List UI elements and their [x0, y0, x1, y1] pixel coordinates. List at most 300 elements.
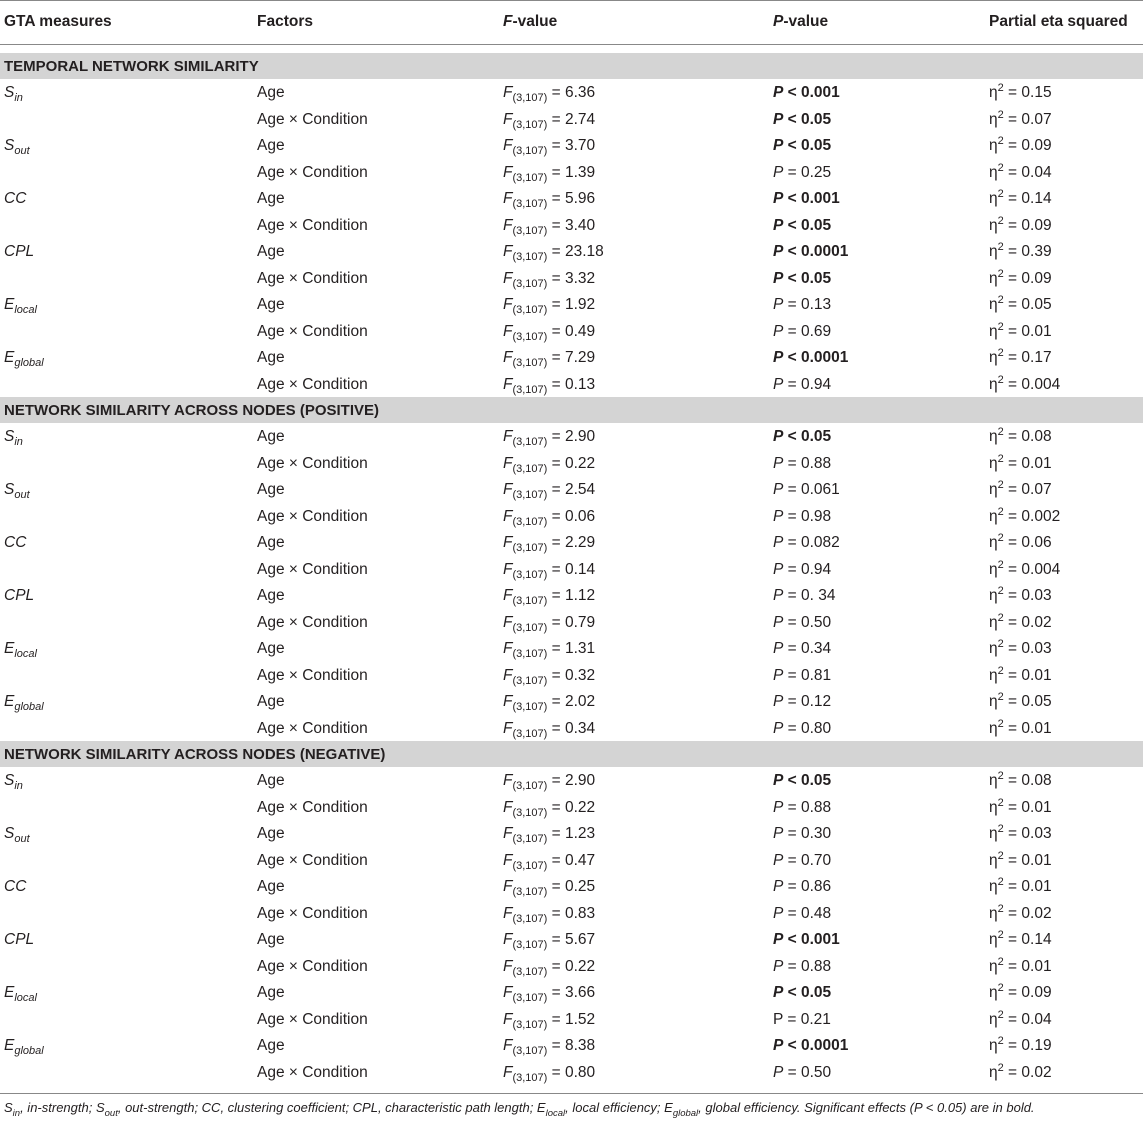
f-df: (3,107) — [512, 1018, 548, 1031]
eta-cell: $\eta^2 = 0.01$ — [989, 717, 1052, 737]
p-value-cell: P < 0.0001 — [773, 349, 849, 366]
eta-symbol: η — [989, 587, 998, 604]
eta-cell: $\eta^2 = 0.02$ — [989, 611, 1052, 631]
eta-symbol: η — [989, 163, 998, 181]
eta-exponent: 2 — [997, 1061, 1004, 1074]
eta-exponent: 2 — [997, 452, 1004, 465]
p-symbol: P — [773, 719, 784, 737]
f-df: (3,107) — [512, 833, 548, 845]
measure-cell: CPL — [4, 587, 35, 604]
eta-cell: $\eta^2 = 0.17$ — [989, 347, 1052, 366]
factor-cell: Age — [257, 84, 285, 101]
p-symbol: P — [773, 481, 784, 498]
f-df: (3,107) — [512, 542, 548, 554]
table-row — [0, 239, 1143, 266]
table-row — [0, 530, 1143, 557]
eta-cell: $\eta^2 = 0.04$ — [989, 161, 1052, 181]
f-value-cell: $F_{(3,107)} = 3.40$ — [503, 216, 596, 237]
p-symbol: P — [773, 322, 784, 340]
measure-cell: CC — [4, 878, 27, 895]
f-df: (3,107) — [512, 330, 548, 343]
f-symbol: F — [503, 1063, 513, 1081]
eta-cell: $\eta^2 = 0.002$ — [989, 505, 1061, 525]
measure-cell: $E_{local}$ — [4, 640, 37, 660]
eta-symbol: η — [989, 349, 998, 366]
f-symbol: F — [503, 931, 513, 948]
p-symbol: P — [773, 375, 784, 393]
p-value-cell: P = 0.21 — [773, 1010, 831, 1028]
bottom-rule — [0, 1093, 1143, 1094]
p-symbol: P — [773, 957, 784, 975]
p-symbol: P — [773, 190, 784, 207]
factor-cell: Age — [257, 481, 285, 498]
eta-exponent: 2 — [997, 770, 1004, 782]
factor-cell: Age × Condition — [257, 507, 368, 525]
eta-symbol: η — [989, 984, 998, 1001]
eta-cell: $\eta^2 = 0.01$ — [989, 849, 1052, 869]
eta-exponent: 2 — [997, 214, 1004, 227]
p-value-cell: P < 0.0001 — [773, 243, 849, 260]
eta-symbol: η — [989, 322, 998, 340]
factor-cell: Age — [257, 243, 285, 260]
measure-cell: CC — [4, 190, 27, 207]
eta-exponent: 2 — [997, 585, 1004, 597]
section-header — [0, 53, 1143, 79]
f-df: (3,107) — [512, 965, 548, 978]
f-symbol: F — [503, 851, 513, 869]
f-value-cell: $F_{(3,107)} = 0.14$ — [503, 560, 596, 581]
header-p-value: P-value — [773, 13, 829, 30]
f-symbol: F — [503, 84, 513, 101]
table-row — [0, 292, 1143, 319]
p-value-cell: P = 0.88 — [773, 798, 832, 816]
f-df: (3,107) — [512, 489, 548, 501]
f-symbol: F — [503, 878, 513, 895]
f-value-cell: $F_{(3,107)} = 1.12$ — [503, 587, 596, 607]
factor-cell: Age — [257, 190, 285, 207]
f-symbol: F — [503, 957, 513, 975]
measure-cell: $E_{global}$ — [4, 1037, 44, 1057]
p-symbol: P — [773, 1010, 784, 1028]
eta-symbol: η — [989, 560, 998, 578]
p-symbol: P — [773, 772, 784, 789]
measure-subscript: out — [14, 833, 30, 845]
factor-cell: Age × Condition — [257, 454, 368, 472]
table-row — [0, 636, 1143, 663]
p-value-cell: P < 0.001 — [773, 931, 840, 948]
eta-exponent: 2 — [997, 611, 1004, 624]
p-value-cell: P < 0.05 — [773, 269, 832, 287]
f-value-cell: $F_{(3,107)} = 0.13$ — [503, 375, 596, 396]
table-row — [0, 319, 1143, 346]
f-df: (3,107) — [512, 92, 548, 104]
eta-cell: $\eta^2 = 0.01$ — [989, 452, 1052, 472]
eta-symbol: η — [989, 137, 998, 154]
f-value-cell: $F_{(3,107)} = 0.06$ — [503, 507, 596, 528]
f-value-cell: $F_{(3,107)} = 3.32$ — [503, 269, 596, 290]
eta-exponent: 2 — [997, 849, 1004, 862]
p-symbol: P — [773, 163, 784, 181]
eta-exponent: 2 — [997, 82, 1004, 94]
eta-symbol: η — [989, 825, 998, 842]
p-value-cell: P = 0.88 — [773, 454, 832, 472]
table-row — [0, 927, 1143, 954]
eta-symbol: η — [989, 1037, 998, 1054]
eta-exponent: 2 — [997, 532, 1004, 544]
eta-cell: $\eta^2 = 0.02$ — [989, 902, 1052, 922]
table-row — [0, 504, 1143, 531]
table-row — [0, 345, 1143, 372]
f-symbol: F — [503, 1037, 513, 1054]
f-symbol: F — [503, 798, 513, 816]
table-row — [0, 821, 1143, 848]
f-df: (3,107) — [512, 939, 548, 951]
measure-cell: $S_{in}$ — [4, 428, 23, 448]
p-value-cell: P = 0. 34 — [773, 587, 836, 604]
table-row — [0, 372, 1143, 399]
p-symbol: P — [773, 851, 784, 869]
eta-symbol: η — [989, 957, 998, 975]
eta-cell: $\eta^2 = 0.02$ — [989, 1061, 1052, 1081]
factor-cell: Age — [257, 534, 285, 551]
table-row — [0, 663, 1143, 690]
f-value-cell: $F_{(3,107)} = 0.22$ — [503, 454, 596, 475]
eta-exponent: 2 — [997, 320, 1004, 333]
eta-exponent: 2 — [997, 1008, 1004, 1021]
eta-cell: $\eta^2 = 0.01$ — [989, 320, 1052, 340]
eta-symbol: η — [989, 878, 998, 895]
p-symbol: P — [773, 216, 784, 234]
eta-exponent: 2 — [997, 691, 1004, 703]
eta-symbol: η — [989, 84, 998, 101]
f-value-cell: $F_{(3,107)} = 1.92$ — [503, 296, 596, 316]
f-symbol: F — [503, 666, 513, 684]
f-df: (3,107) — [512, 515, 548, 528]
eta-symbol: η — [989, 481, 998, 498]
eta-cell: $\eta^2 = 0.09$ — [989, 214, 1052, 234]
factor-cell: Age — [257, 587, 285, 604]
f-symbol: F — [503, 428, 513, 445]
eta-exponent: 2 — [997, 479, 1004, 491]
f-df: (3,107) — [512, 1045, 548, 1057]
f-df: (3,107) — [512, 145, 548, 157]
f-symbol: F — [503, 613, 513, 631]
eta-symbol: η — [989, 772, 998, 789]
f-value-cell: $F_{(3,107)} = 8.38$ — [503, 1037, 596, 1057]
factor-cell: Age — [257, 772, 285, 789]
f-symbol: F — [503, 110, 513, 128]
eta-cell: $\eta^2 = 0.004$ — [989, 373, 1061, 393]
eta-symbol: η — [989, 454, 998, 472]
header-f-value: F-value — [503, 13, 558, 30]
p-value-cell: P = 0.86 — [773, 878, 832, 895]
f-df: (3,107) — [512, 357, 548, 369]
p-value-cell: P = 0.13 — [773, 296, 832, 313]
f-value-cell: $F_{(3,107)} = 7.29$ — [503, 349, 596, 369]
p-value-cell: P < 0.05 — [773, 428, 832, 445]
f-value-cell: $F_{(3,107)} = 1.52$ — [503, 1010, 596, 1031]
measure-cell: CPL — [4, 243, 35, 260]
p-value-cell: P < 0.05 — [773, 772, 832, 789]
f-value-cell: $F_{(3,107)} = 0.80$ — [503, 1063, 596, 1084]
p-value-cell: P < 0.0001 — [773, 1037, 849, 1054]
eta-symbol: η — [989, 243, 998, 260]
eta-symbol: η — [989, 798, 998, 816]
header-rule — [0, 44, 1143, 45]
f-df: (3,107) — [512, 621, 548, 634]
f-symbol: F — [503, 640, 513, 657]
p-value-cell: P = 0.50 — [773, 613, 832, 631]
p-symbol: P — [773, 640, 784, 657]
f-symbol: F — [503, 296, 513, 313]
f-value-cell: $F_{(3,107)} = 0.47$ — [503, 851, 596, 872]
eta-exponent: 2 — [997, 982, 1004, 994]
section-title: TEMPORAL NETWORK SIMILARITY — [4, 58, 259, 75]
eta-symbol: η — [989, 904, 998, 922]
eta-cell: $\eta^2 = 0.39$ — [989, 241, 1052, 260]
f-value-cell: $F_{(3,107)} = 5.67$ — [503, 931, 596, 951]
eta-exponent: 2 — [997, 188, 1004, 200]
p-value-cell: P < 0.05 — [773, 137, 832, 154]
p-symbol: P — [773, 296, 784, 313]
eta-cell: $\eta^2 = 0.14$ — [989, 929, 1052, 948]
eta-symbol: η — [989, 640, 998, 657]
f-value-cell: $F_{(3,107)} = 1.31$ — [503, 640, 596, 660]
eta-symbol: η — [989, 1063, 998, 1081]
f-value-cell: $F_{(3,107)} = 1.39$ — [503, 163, 596, 184]
p-symbol: P — [773, 243, 784, 260]
f-symbol: F — [503, 163, 513, 181]
eta-cell: $\eta^2 = 0.03$ — [989, 638, 1052, 657]
p-symbol: P — [773, 349, 784, 366]
factor-cell: Age × Condition — [257, 904, 368, 922]
eta-exponent: 2 — [997, 294, 1004, 306]
f-symbol: F — [503, 587, 513, 604]
p-value-cell: P = 0.94 — [773, 375, 832, 393]
p-symbol: P — [773, 984, 784, 1001]
factor-cell: Age — [257, 428, 285, 445]
p-symbol: P — [773, 613, 784, 631]
eta-exponent: 2 — [997, 664, 1004, 677]
eta-cell: $\eta^2 = 0.01$ — [989, 796, 1052, 816]
f-symbol: F — [503, 693, 513, 710]
f-symbol: F — [503, 481, 513, 498]
measure-cell: $E_{global}$ — [4, 693, 44, 713]
eta-cell: $\eta^2 = 0.03$ — [989, 823, 1052, 842]
f-value-cell: $F_{(3,107)} = 0.25$ — [503, 878, 596, 898]
p-symbol: P — [773, 534, 784, 551]
eta-cell: $\eta^2 = 0.15$ — [989, 82, 1052, 101]
factor-cell: Age — [257, 640, 285, 657]
eta-cell: $\eta^2 = 0.01$ — [989, 876, 1052, 895]
eta-exponent: 2 — [997, 717, 1004, 730]
table-row — [0, 107, 1143, 134]
factor-cell: Age × Condition — [257, 798, 368, 816]
table-row — [0, 583, 1143, 610]
f-value-cell: $F_{(3,107)} = 2.54$ — [503, 481, 596, 501]
table-row — [0, 1007, 1143, 1034]
measure-subscript: global — [14, 1045, 44, 1057]
eta-cell: $\eta^2 = 0.04$ — [989, 1008, 1052, 1028]
f-value-cell: $F_{(3,107)} = 2.02$ — [503, 693, 596, 713]
p-value-cell: P = 0.50 — [773, 1063, 832, 1081]
header-partial-eta-squared: Partial eta squared — [989, 13, 1128, 30]
eta-cell: $\eta^2 = 0.05$ — [989, 294, 1052, 313]
f-symbol: F — [503, 772, 513, 789]
eta-exponent: 2 — [997, 902, 1004, 915]
f-symbol: F — [503, 984, 513, 1001]
p-value-cell: P < 0.001 — [773, 190, 840, 207]
p-value-cell: P < 0.05 — [773, 110, 832, 128]
measure-subscript: out — [14, 489, 30, 501]
eta-exponent: 2 — [997, 161, 1004, 174]
eta-exponent: 2 — [997, 426, 1004, 438]
f-value-cell: $F_{(3,107)} = 0.49$ — [503, 322, 596, 343]
factor-cell: Age × Condition — [257, 216, 368, 234]
eta-symbol: η — [989, 269, 998, 287]
factor-cell: Age × Condition — [257, 613, 368, 631]
table-row — [0, 266, 1143, 293]
p-value-cell: P = 0.70 — [773, 851, 832, 869]
eta-exponent: 2 — [997, 929, 1004, 941]
p-symbol: P — [773, 825, 784, 842]
eta-exponent: 2 — [997, 347, 1004, 359]
eta-cell: $\eta^2 = 0.08$ — [989, 426, 1052, 445]
f-value-cell: $F_{(3,107)} = 2.29$ — [503, 534, 596, 554]
eta-symbol: η — [989, 693, 998, 710]
p-symbol: P — [773, 1037, 784, 1054]
f-df: (3,107) — [512, 277, 548, 290]
eta-symbol: η — [989, 534, 998, 551]
measure-subscript: in — [14, 436, 23, 448]
eta-symbol: η — [989, 110, 998, 128]
eta-cell: $\eta^2 = 0.09$ — [989, 982, 1052, 1001]
f-symbol: F — [503, 454, 513, 472]
f-df: (3,107) — [512, 701, 548, 713]
f-value-cell: $F_{(3,107)} = 23.18$ — [503, 243, 604, 263]
measure-cell: $S_{out}$ — [4, 137, 30, 157]
measure-subscript: local — [14, 648, 37, 660]
eta-symbol: η — [989, 1010, 998, 1028]
table-row — [0, 901, 1143, 928]
eta-exponent: 2 — [997, 108, 1004, 121]
f-df: (3,107) — [512, 304, 548, 316]
p-value-cell: P = 0.48 — [773, 904, 832, 922]
section-header — [0, 397, 1143, 423]
p-symbol: P — [773, 931, 784, 948]
measure-subscript: global — [14, 701, 44, 713]
f-value-cell: $F_{(3,107)} = 0.32$ — [503, 666, 596, 687]
f-symbol: F — [503, 349, 513, 366]
f-symbol: F — [503, 534, 513, 551]
factor-cell: Age × Condition — [257, 375, 368, 393]
eta-symbol: η — [989, 216, 998, 234]
eta-symbol: η — [989, 507, 998, 525]
eta-symbol: η — [989, 428, 998, 445]
p-value-cell: P < 0.001 — [773, 84, 840, 101]
table-row — [0, 848, 1143, 875]
factor-cell: Age × Condition — [257, 163, 368, 181]
f-symbol: F — [503, 507, 513, 525]
p-value-cell: P = 0.81 — [773, 666, 832, 684]
table-row — [0, 768, 1143, 795]
f-df: (3,107) — [512, 912, 548, 925]
f-df: (3,107) — [512, 648, 548, 660]
eta-exponent: 2 — [997, 373, 1004, 386]
table-row — [0, 954, 1143, 981]
eta-cell: $\eta^2 = 0.09$ — [989, 267, 1052, 287]
measure-subscript: global — [14, 357, 44, 369]
eta-exponent: 2 — [997, 558, 1004, 571]
factor-cell: Age × Condition — [257, 322, 368, 340]
p-value-cell: P = 0.98 — [773, 507, 832, 525]
f-value-cell: $F_{(3,107)} = 0.22$ — [503, 798, 596, 819]
p-value-cell: P = 0.69 — [773, 322, 832, 340]
p-symbol: P — [773, 110, 784, 128]
factor-cell: Age × Condition — [257, 269, 368, 287]
eta-cell: $\eta^2 = 0.08$ — [989, 770, 1052, 789]
p-value-cell: P < 0.05 — [773, 984, 832, 1001]
table-row — [0, 874, 1143, 901]
eta-exponent: 2 — [997, 876, 1004, 888]
measure-cell: $E_{local}$ — [4, 984, 37, 1004]
table-row — [0, 424, 1143, 451]
measure-cell: $S_{in}$ — [4, 84, 23, 104]
f-value-cell: $F_{(3,107)} = 0.22$ — [503, 957, 596, 978]
f-df: (3,107) — [512, 118, 548, 131]
factor-cell: Age — [257, 878, 285, 895]
table-row — [0, 80, 1143, 107]
p-symbol: P — [773, 587, 784, 604]
eta-cell: $\eta^2 = 0.19$ — [989, 1035, 1052, 1054]
p-symbol: P — [773, 878, 784, 895]
table-footnote: $S_{in}$, in-strength; $S_{out}$, out-strength; CC, clustering coefficient; CPL, characteristic path length; $E_{local}$, local efficiency; $E_{global}$, global efficiency. Significant effects (P < 0.05) are in bold. — [4, 1100, 1035, 1119]
p-symbol: P — [773, 507, 784, 525]
p-value-cell: P = 0.25 — [773, 163, 832, 181]
f-value-cell: $F_{(3,107)} = 2.90$ — [503, 772, 596, 792]
factor-cell: Age × Condition — [257, 851, 368, 869]
factor-cell: Age — [257, 693, 285, 710]
eta-exponent: 2 — [997, 823, 1004, 835]
p-value-cell: P = 0.061 — [773, 481, 840, 498]
f-value-cell: $F_{(3,107)} = 3.70$ — [503, 137, 596, 157]
f-value-cell: $F_{(3,107)} = 0.83$ — [503, 904, 596, 925]
factor-cell: Age × Condition — [257, 957, 368, 975]
eta-cell: $\eta^2 = 0.06$ — [989, 532, 1052, 551]
measure-cell: $S_{out}$ — [4, 825, 30, 845]
p-symbol: P — [773, 137, 784, 154]
f-symbol: F — [503, 719, 513, 737]
f-symbol: F — [503, 825, 513, 842]
table-row — [0, 213, 1143, 240]
f-value-cell: $F_{(3,107)} = 0.79$ — [503, 613, 596, 634]
p-value-cell: P = 0.80 — [773, 719, 832, 737]
eta-cell: $\eta^2 = 0.14$ — [989, 188, 1052, 207]
factor-cell: Age × Condition — [257, 1010, 368, 1028]
f-df: (3,107) — [512, 568, 548, 581]
measure-cell: $E_{local}$ — [4, 296, 37, 316]
header-gta-measures: GTA measures — [4, 13, 112, 30]
section-header — [0, 741, 1143, 767]
table-row — [0, 795, 1143, 822]
f-symbol: F — [503, 243, 513, 260]
p-symbol: P — [773, 798, 784, 816]
f-df: (3,107) — [512, 251, 548, 263]
factor-cell: Age × Condition — [257, 560, 368, 578]
eta-exponent: 2 — [997, 1035, 1004, 1047]
f-df: (3,107) — [512, 992, 548, 1004]
eta-symbol: η — [989, 375, 998, 393]
